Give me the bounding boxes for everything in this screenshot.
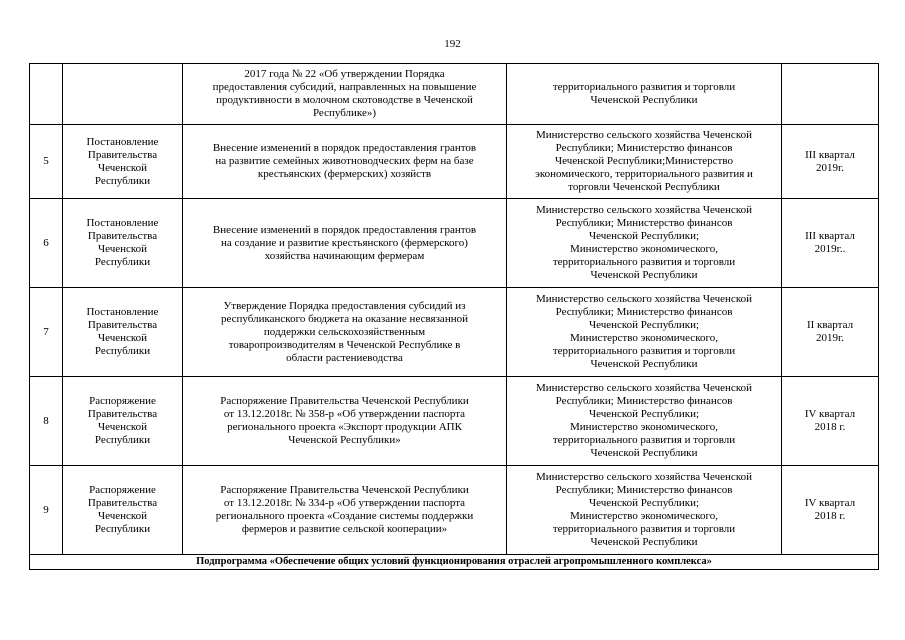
responsible-executors: Министерство сельского хозяйства Чеченской Республики; Министерство финансов Чеченской Республики; Министерство экономического, территориального развития и торговли Чеченской Республики [507, 377, 782, 466]
table-row [30, 125, 879, 199]
responsible-executors: Министерство сельского хозяйства Чеченской Республики; Министерство финансов Чеченской Республики;Министерство экономического, территориального развития и торговли Чеченской Республики [507, 125, 782, 199]
table-row [30, 199, 879, 288]
measure-description: Распоряжение Правительства Чеченской Республики от 13.12.2018г. № 334-р «Об утверждении паспорта регионального проекта «Создание системы поддержки фермеров и развитие сельской кооперации» [183, 466, 507, 555]
implementation-period: III квартал 2019г. [782, 125, 879, 199]
row-number: 6 [30, 199, 63, 288]
implementation-period: III квартал 2019г.. [782, 199, 879, 288]
row-number: 8 [30, 377, 63, 466]
table-row [30, 377, 879, 466]
responsible-executors: Министерство сельского хозяйства Чеченской Республики; Министерство финансов Чеченской Республики; Министерство экономического, территориального развития и торговли Чеченской Республики [507, 288, 782, 377]
implementation-period: IV квартал 2018 г. [782, 377, 879, 466]
responsible-executors: Министерство сельского хозяйства Чеченской Республики; Министерство финансов Чеченской Республики; Министерство экономического, территориального развития и торговли Чеченской Республики [507, 199, 782, 288]
measure-description: Утверждение Порядка предоставления субсидий из республиканского бюджета на оказание несвязанной поддержки сельскохозяйственным товаропроизводителям в Чеченской Республике в области растениеводства [183, 288, 507, 377]
row-number: 7 [30, 288, 63, 377]
table-row [30, 288, 879, 377]
measure-description: Распоряжение Правительства Чеченской Республики от 13.12.2018г. № 358-р «Об утверждении паспорта регионального проекта «Экспорт продукции АПК Чеченской Республики» [183, 377, 507, 466]
row-number [30, 64, 63, 125]
responsible-executors: территориального развития и торговли Чеченской Республики [507, 64, 782, 125]
document-type: Постановление Правительства Чеченской Республики [63, 125, 183, 199]
row-number: 5 [30, 125, 63, 199]
measure-description: Внесение изменений в порядок предоставления грантов на создание и развитие крестьянского (фермерского) хозяйства начинающим фермерам [183, 199, 507, 288]
row-number: 9 [30, 466, 63, 555]
implementation-period [782, 64, 879, 125]
document-type: Постановление Правительства Чеченской Республики [63, 199, 183, 288]
document-type: Распоряжение Правительства Чеченской Республики [63, 377, 183, 466]
subprogram-row [30, 555, 879, 570]
measure-description: Внесение изменений в порядок предоставления грантов на развитие семейных животноводческих ферм на базе крестьянских (фермерских) хозяйств [183, 125, 507, 199]
table-row [30, 466, 879, 555]
measures-table [29, 63, 879, 570]
page-number: 192 [444, 38, 461, 50]
document-type: Постановление Правительства Чеченской Республики [63, 288, 183, 377]
implementation-period: IV квартал 2018 г. [782, 466, 879, 555]
responsible-executors: Министерство сельского хозяйства Чеченской Республики; Министерство финансов Чеченской Республики; Министерство экономического, территориального развития и торговли Чеченской Республики [507, 466, 782, 555]
measure-description: 2017 года № 22 «Об утверждении Порядка предоставления субсидий, направленных на повышение продуктивности в молочном скотоводстве в Чеченской Республике») [183, 64, 507, 125]
table-row [30, 64, 879, 125]
document-type [63, 64, 183, 125]
subprogram-heading: Подпрограмма «Обеспечение общих условий функционирования отраслей агропромышленного комплекса» [30, 555, 879, 570]
implementation-period: II квартал 2019г. [782, 288, 879, 377]
document-type: Распоряжение Правительства Чеченской Республики [63, 466, 183, 555]
